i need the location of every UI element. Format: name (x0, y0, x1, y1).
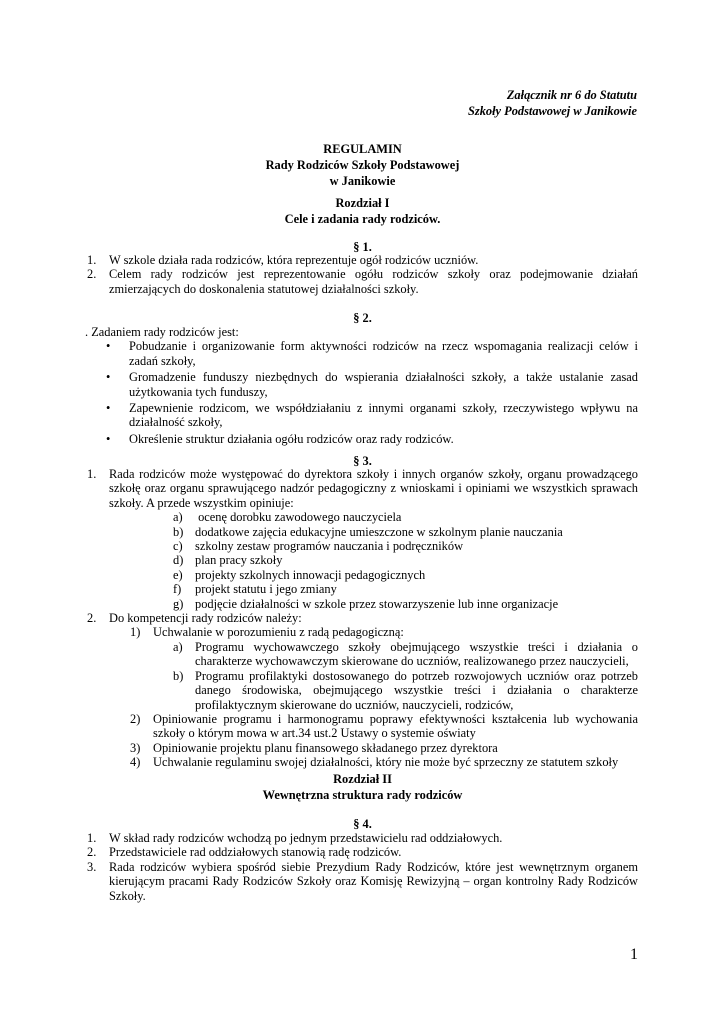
list-item (87, 845, 638, 859)
sub-number: 3) (130, 740, 141, 755)
paragraph-4-heading: § 4. (353, 817, 372, 831)
paragraph-3-body (87, 467, 638, 770)
chapter-1-title: Rozdział I (335, 196, 390, 210)
bullet-item (87, 339, 638, 368)
bullet-icon: • (106, 401, 111, 416)
sub-item (87, 510, 638, 524)
item-number: 2. (87, 611, 97, 626)
bullet-icon: • (106, 431, 111, 446)
list-item (87, 267, 638, 296)
title-line-1: REGULAMIN (323, 142, 402, 156)
item-text: Celem rady rodziców jest reprezentowanie ogółu rodziców szkoły oraz podejmowanie działań zmierzających do doskonalenia statutowej działalności szkoły. (109, 267, 638, 296)
page-number: 1 (630, 946, 638, 963)
paragraph-4-list (87, 831, 638, 903)
sub-letter: e) (173, 567, 183, 582)
sub-item (87, 755, 638, 769)
chapter-1-heading (87, 195, 638, 227)
sub-letter: d) (173, 553, 184, 568)
bullet-item (87, 370, 638, 399)
sub-item (87, 539, 638, 553)
attachment-header (468, 87, 637, 119)
sub-text: Programu profilaktyki dostosowanego do potrzeb rozwojowych uczniów oraz potrzeb danego środowiska, obejmującego wszystkie treści i działania o charakterze profilaktycznym skierowane do uczniów, nauczycieli, rodziców, (195, 668, 638, 712)
item-text: Do kompetencji rady rodziców należy: (109, 611, 302, 626)
paragraph-2-intro: . Zadaniem rady rodziców jest: (85, 325, 239, 339)
bullet-icon: • (106, 370, 111, 385)
document-title (87, 141, 638, 189)
sub-text: Uchwalanie w porozumieniu z radą pedagogiczną: (153, 625, 404, 640)
sub-item (87, 712, 638, 741)
sub-letter: g) (173, 596, 184, 611)
sub-text: Programu wychowawczego szkoły obejmującego wszystkie treści i działania o charakterze wychowawczym skierowane do uczniów, realizowanego przez nauczycieli, (195, 639, 638, 669)
paragraph-1-heading: § 1. (353, 240, 372, 254)
sub-text: podjęcie działalności w szkole przez stowarzyszenie lub inne organizacje (195, 596, 559, 611)
sub-text: Opiniowanie programu i harmonogramu poprawy efektywności kształcenia lub wychowania szkoły o którym mowa w art.34 ust.2 Ustawy o systemie oświaty (153, 711, 638, 741)
bullet-icon: • (106, 339, 111, 354)
sub-letter: f) (173, 582, 182, 597)
header-line-1: Załącznik nr 6 do Statutu (506, 88, 637, 102)
sub-text: Uchwalanie regulaminu swojej działalności, który nie może być sprzeczny ze statutem szkoły (153, 755, 619, 770)
sub-item (87, 568, 638, 582)
header-line-2: Szkoły Podstawowej w Janikowie (467, 104, 637, 118)
chapter-2-heading (87, 771, 638, 803)
sub-letter: c) (173, 539, 183, 554)
paragraph-3-heading: § 3. (353, 454, 372, 468)
chapter-2-title: Rozdział II (333, 772, 392, 786)
sub-letter: b) (173, 524, 184, 539)
chapter-1-subtitle: Cele i zadania rady rodziców. (284, 212, 441, 226)
bullet-item (87, 401, 638, 430)
title-line-2: Rady Rodziców Szkoły Podstawowej (265, 158, 460, 172)
item-number: 3. (87, 859, 97, 874)
item-number: 1. (87, 467, 97, 481)
bullet-item (87, 432, 638, 446)
sub-text: plan pracy szkoły (195, 553, 283, 568)
bullet-text: Określenie struktur działania ogółu rodziców oraz rady rodziców. (129, 431, 454, 446)
paragraph-1-list (87, 253, 638, 296)
list-item (87, 253, 638, 267)
sub-text: szkolny zestaw programów nauczania i podręczników (195, 539, 464, 554)
item-number: 1. (87, 253, 97, 267)
bullet-text: Zapewnienie rodzicom, we współdziałaniu z innymi organami szkoły, rzeczywistego wpływu na działalność szkoły, (129, 401, 638, 430)
paragraph-2-heading: § 2. (353, 311, 372, 325)
bullet-text: Gromadzenie funduszy niezbędnych do wspierania działalności szkoły, a także ustalanie zasad użytkowania tych funduszy, (129, 370, 638, 399)
sub-text: Opiniowanie projektu planu finansowego składanego przez dyrektora (153, 740, 498, 755)
sub-item (87, 597, 638, 611)
sub-text: dodatkowe zajęcia edukacyjne umieszczone w szkolnym planie nauczania (195, 524, 563, 539)
sub-text: projekty szkolnych innowacji pedagogicznych (195, 567, 426, 582)
sub-number: 4) (130, 755, 141, 770)
paragraph-2-body (87, 325, 638, 446)
sub-item (87, 553, 638, 567)
sub-letter: a) (173, 510, 183, 525)
item-text: W szkole działa rada rodziców, która reprezentuje ogół rodziców uczniów. (109, 253, 479, 267)
sub-number: 1) (130, 625, 141, 640)
sub-item (87, 741, 638, 755)
sub-item (87, 525, 638, 539)
title-line-3: w Janikowie (329, 174, 396, 188)
item-number: 2. (87, 845, 97, 860)
sub-letter: b) (173, 668, 184, 683)
item-number: 2. (87, 267, 97, 282)
sub-number: 2) (130, 711, 141, 726)
list-item (87, 860, 638, 903)
list-item (87, 831, 638, 845)
sub-item (87, 625, 638, 639)
item-text: W skład rady rodziców wchodzą po jednym przedstawicielu rad oddziałowych. (109, 831, 503, 845)
sub-sub-item (87, 669, 638, 712)
item-number: 1. (87, 831, 97, 845)
item-text: Przedstawiciele rad oddziałowych stanowią radę rodziców. (109, 845, 402, 860)
chapter-2-subtitle: Wewnętrzna struktura rady rodziców (262, 788, 463, 802)
list-item (87, 611, 638, 625)
item-text: Rada rodziców może występować do dyrektora szkoły i innych organów szkoły, organu prowadzącego szkołę oraz organu sprawującego nadzór pedagogiczny z wnioskami i opiniami we wszystkich sprawach szkoły. A przede wszystkim opiniuje: (109, 467, 638, 510)
sub-sub-item (87, 640, 638, 669)
sub-text: ocenę dorobku zawodowego nauczyciela (195, 510, 402, 525)
sub-text: projekt statutu i jego zmiany (195, 582, 337, 597)
sub-item (87, 582, 638, 596)
sub-letter: a) (173, 639, 183, 654)
item-text: Rada rodziców wybiera spośród siebie Prezydium Rady Rodziców, które jest wewnętrznym organem kierującym pracami Rady Rodziców Szkoły oraz Komisję Rewizyjną – organ kontrolny Rady Rodziców Szkoły. (109, 859, 638, 903)
list-item (87, 467, 638, 510)
bullet-text: Pobudzanie i organizowanie form aktywności rodziców na rzecz wspomagania realizacji celów i zadań szkoły, (129, 339, 638, 368)
